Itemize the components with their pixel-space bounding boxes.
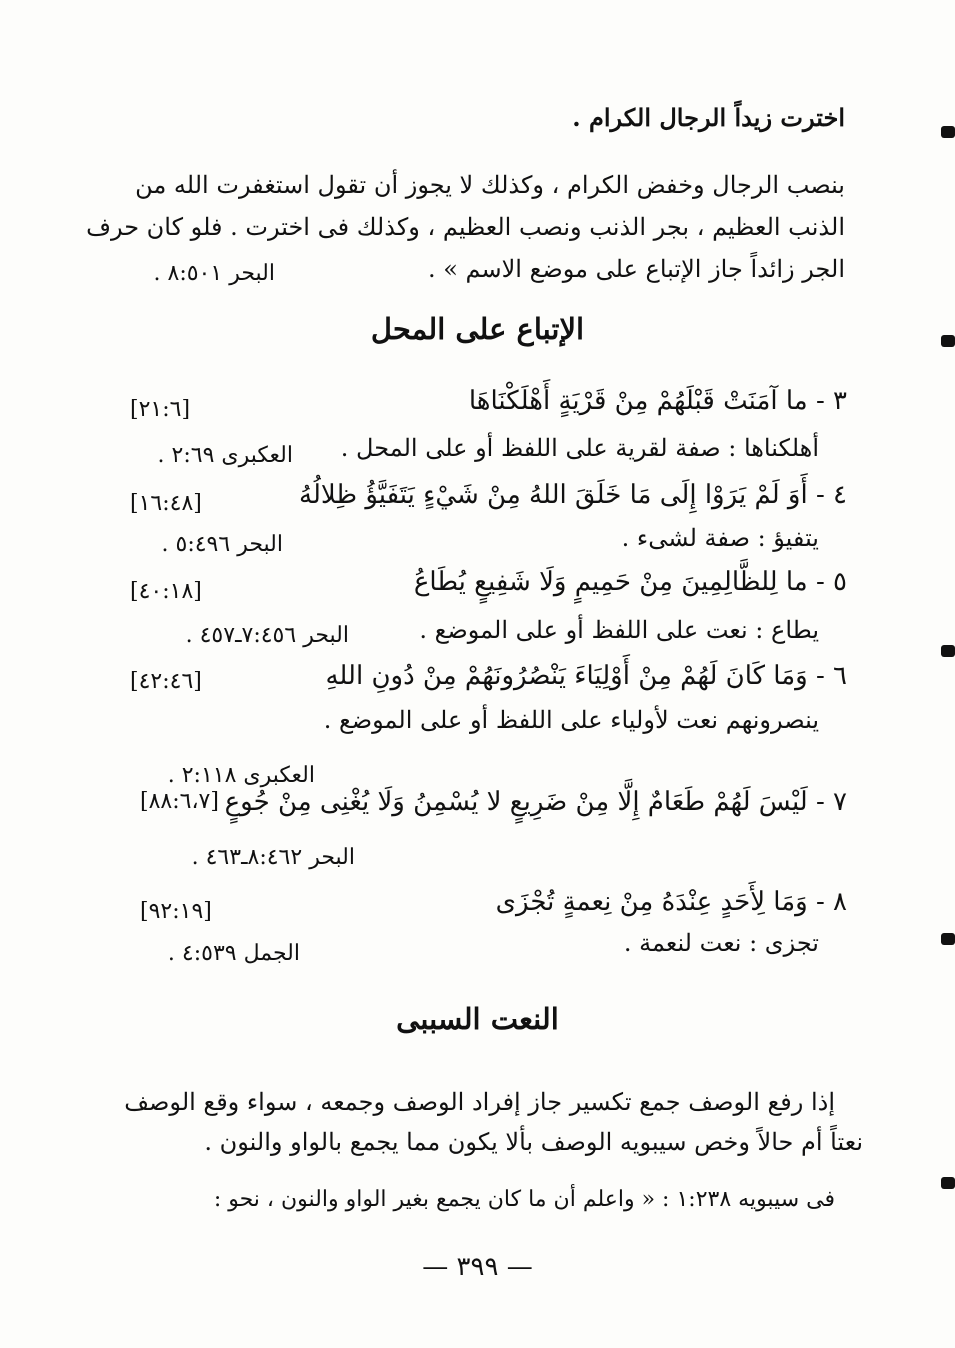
- verse-reference: [٤٢:٤٦]: [130, 669, 202, 694]
- verse-source: البحر ٧:٤٥٦ـ٤٥٧ .: [185, 623, 349, 648]
- verse-note: تجزى : نعت لنعمة .: [623, 929, 819, 957]
- section-paragraph-line: إذا رفع الوصف جمع تكسير جاز إفراد الوصف وجمعه ، سواء وقع الوصف: [124, 1088, 835, 1116]
- verse-reference: [٩٢:١٩]: [140, 899, 212, 924]
- page-number: — ٣٩٩ —: [422, 1252, 533, 1282]
- intro-paragraph-line: بنصب الرجال وخفض الكرام ، وكذلك لا يجوز أن تقول استغفرت الله من: [135, 171, 845, 199]
- margin-mark: [941, 645, 955, 657]
- margin-mark: [941, 933, 955, 945]
- verse-note: يطاع : نعت على اللفظ أو على الموضع .: [419, 616, 819, 644]
- intro-source: البحر ٨:٥٠١ .: [153, 261, 275, 286]
- verse-note: ينصرونهم نعت لأولياء على اللفظ أو على الموضع .: [323, 706, 819, 734]
- section-heading: النعت السببى: [396, 1002, 559, 1036]
- section-paragraph-line: نعتاً أم حالاً وخص سيبويه الوصف بألا يكون مما يجمع بالواو والنون .: [204, 1128, 863, 1156]
- verse-source: الجمل ٤:٥٣٩ .: [167, 941, 300, 966]
- verse-line: ٥ - ما لِلظَّالِمِينَ مِنْ حَمِيمٍ وَلَا شَفِيعٍ يُطَاعُ: [413, 567, 847, 597]
- verse-reference: [٤٠:١٨]: [130, 579, 202, 604]
- verse-source: العكبرى ٢:٦٩ .: [157, 443, 293, 468]
- verse-line: ٣ - ما آمَنَتْ قَبْلَهُمْ مِنْ قَرْيَةٍ أَهْلَكْنَاهَا: [468, 386, 847, 416]
- margin-mark: [941, 1177, 955, 1189]
- verse-source: البحر ٥:٤٩٦ .: [161, 532, 283, 557]
- verse-line: ٧ - لَيْسَ لَهُمْ طَعَامٌ إِلَّا مِنْ ضَرِيعٍ لا يُسْمِنُ وَلَا يُغْنِى مِنْ جُوعٍ: [224, 787, 847, 817]
- verse-source: العكبرى ٢:١١٨ .: [167, 763, 315, 788]
- section-heading: الإتباع على المحل: [370, 312, 585, 346]
- verse-note: يتفيؤ : صفة لشىء .: [621, 524, 819, 552]
- verse-line: ٦ - وَمَا كَانَ لَهُمْ مِنْ أَوْلِيَاءَ يَنْصُرُونَهُمْ مِنْ دُونِ اللهِ: [325, 661, 847, 691]
- intro-title-line: اخترت زيداً الرجال الكرام .: [572, 103, 845, 132]
- verse-source: البحر ٨:٤٦٢ـ٤٦٣ .: [191, 845, 355, 870]
- verse-reference: [٢١:٦]: [130, 397, 191, 422]
- verse-reference: [٨٨:٦،٧]: [140, 789, 219, 814]
- intro-paragraph-line: الجر زائداً جاز الإتباع على موضع الاسم » .: [427, 255, 845, 283]
- verse-line: ٤ - أَوَ لَمْ يَرَوْا إِلَى مَا خَلَقَ اللهُ مِنْ شَيْءٍ يَتَفَيَّؤُ ظِلالُهُ: [299, 480, 847, 510]
- intro-paragraph-line: الذنب العظيم ، بجر الذنب ونصب العظيم ، وكذلك فى اخترت . فلو كان حرف: [86, 213, 845, 241]
- verse-line: ٨ - وَمَا لِأَحَدٍ عِنْدَهُ مِنْ نِعمةٍ تُجْزَى: [495, 887, 847, 917]
- margin-mark: [941, 126, 955, 138]
- verse-reference: [١٦:٤٨]: [130, 491, 202, 516]
- verse-note: أهلكناها : صفة لقرية على اللفظ أو على المحل .: [340, 434, 819, 462]
- section-paragraph-line: فى سيبويه ١:٢٣٨ : « واعلم أن ما كان يجمع بغير الواو والنون ، نحو :: [213, 1187, 835, 1212]
